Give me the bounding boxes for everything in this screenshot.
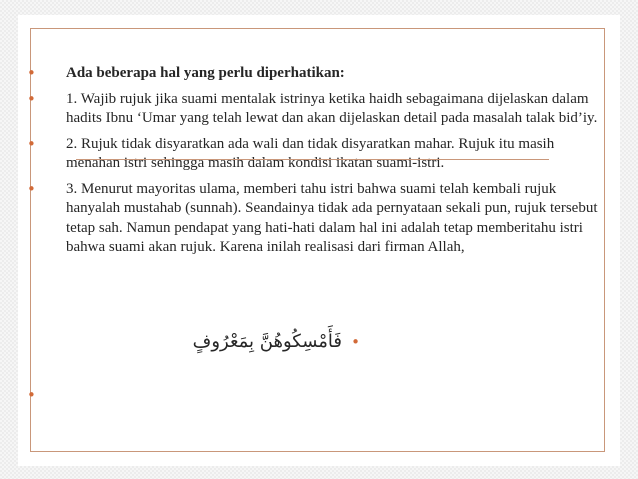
bullet-text: 2. Rujuk tidak disyaratkan ada wali dan tidak disyaratkan mahar. Rujuk itu masih menahan istri sehingga masih dalam kondisi ikatan suami-istri. — [66, 135, 555, 171]
arabic-verse: فَأَمْسِكُوهُنَّ بِمَعْرُوفٍ — [192, 331, 342, 352]
bullet-text: Ada beberapa hal yang perlu diperhatikan: — [66, 65, 345, 81]
arabic-verse-row — [180, 330, 360, 356]
bullet-item-1 — [27, 90, 607, 129]
bullet-item-2 — [27, 135, 607, 174]
bullet-dot-icon: • — [27, 134, 36, 153]
bullet-item-heading — [27, 64, 607, 84]
bullet-list — [27, 64, 607, 264]
bullet-text: 3. Menurut mayoritas ulama, memberi tahu istri bahwa suami telah kembali rujuk hanyalah mustahab (sunnah). Seandainya tidak ada pernyataan sekali pun, rujuk tersebut tetap sah. Namun pendapat yang hati-hati dalam hal ini adalah tetap memberitahu istri bahwa suami akan rujuk. Karena inilah realisasi dari firman Allah, — [66, 180, 598, 255]
bullet-dot-icon: • — [27, 179, 36, 198]
bullet-text: 1. Wajib rujuk jika suami mentalak istrinya ketika haidh sebagaimana dijelaskan dalam hadits Ibnu ‘Umar yang telah lewat dan akan dijelaskan detail pada masalah talak bid’iy. — [66, 90, 598, 126]
bullet-dot-icon: • — [351, 333, 360, 351]
bullet-dot-icon: • — [27, 89, 36, 108]
empty-bullet-dot-icon: • — [27, 386, 36, 404]
bullet-dot-icon: • — [27, 64, 36, 82]
divider-line — [76, 159, 549, 160]
bullet-item-3 — [27, 180, 607, 258]
